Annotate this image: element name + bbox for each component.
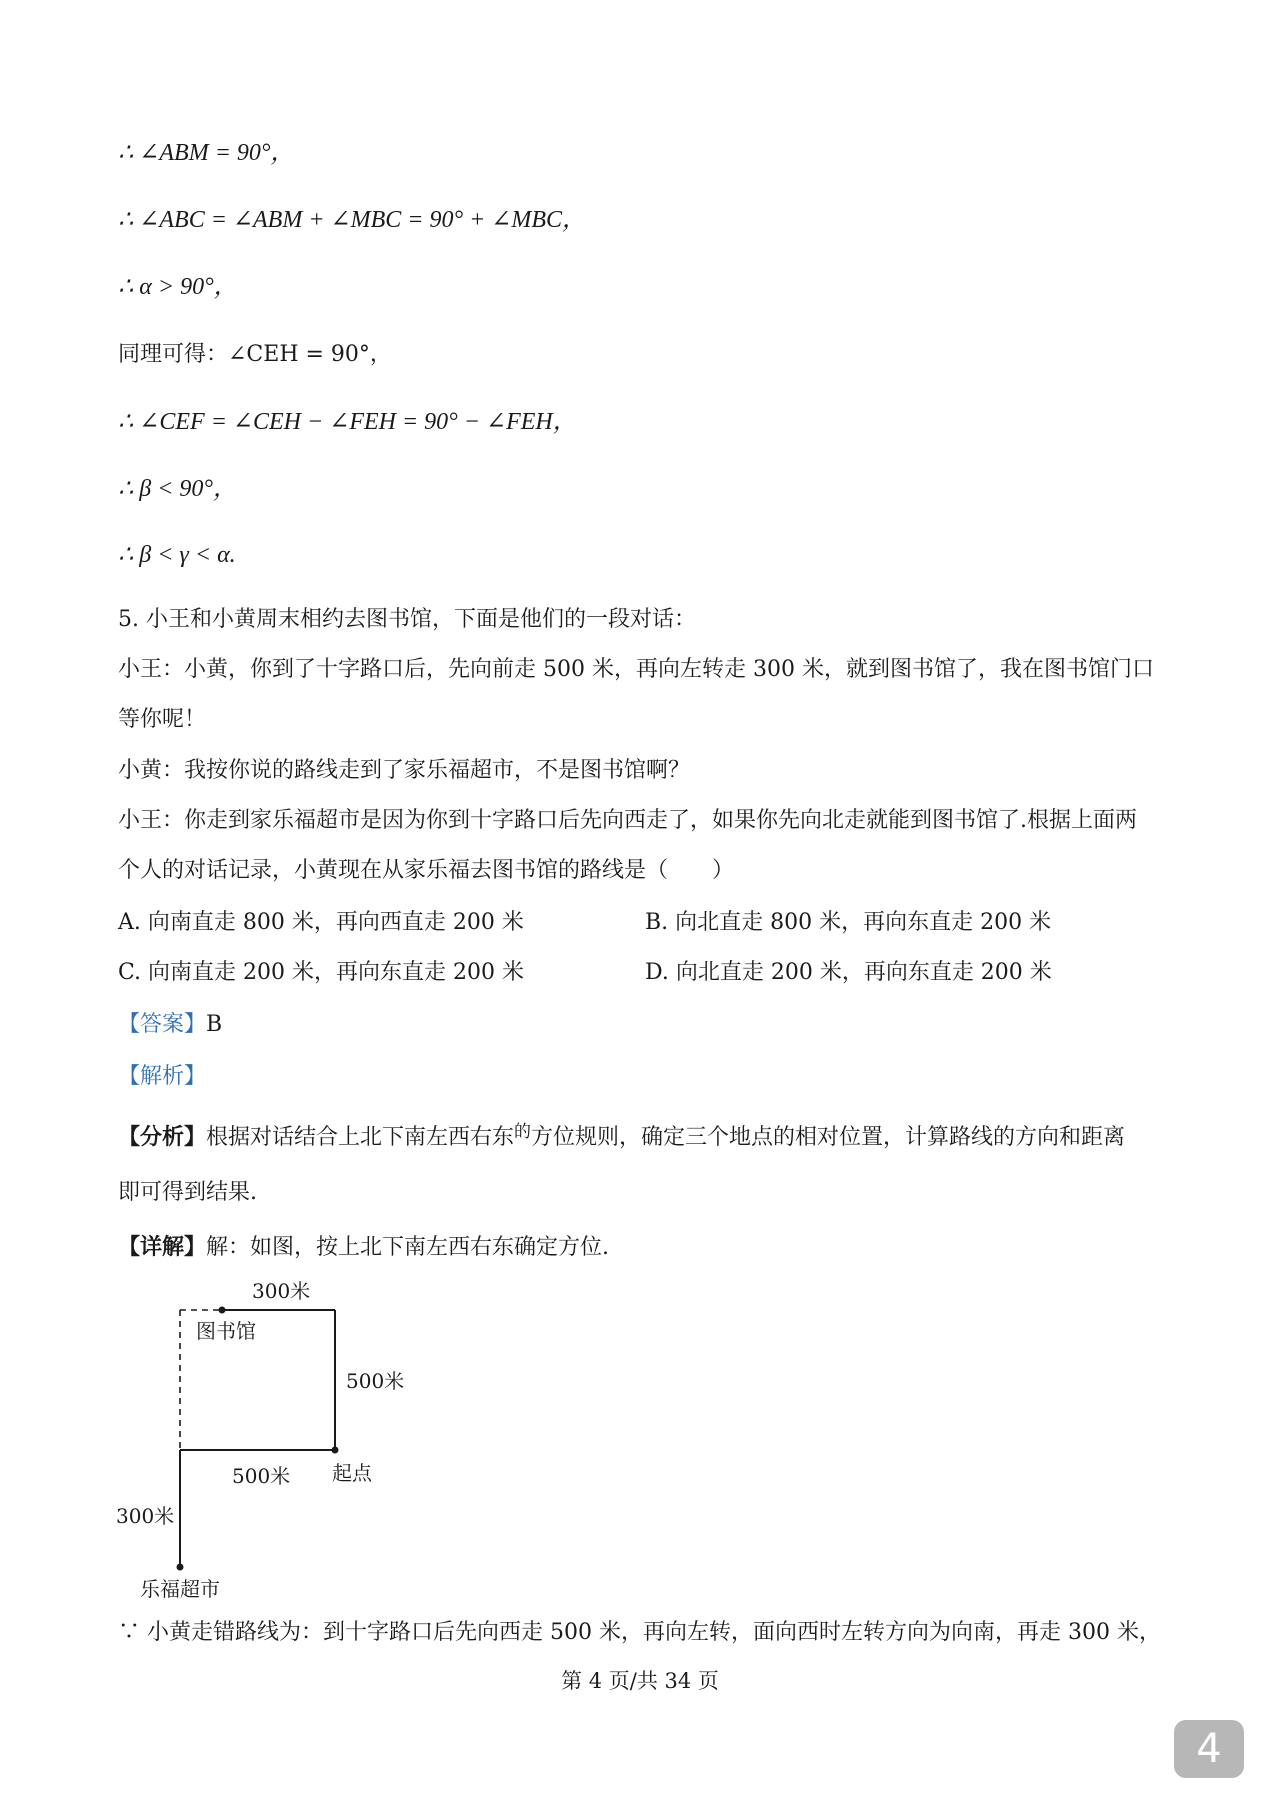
proof-line-4: 同理可得：∠CEH = 90°， [118,342,392,367]
proof-line-2: ∴ ∠ABC = ∠ABM + ∠MBC = 90° + ∠MBC， [118,207,587,233]
page-footer: 第 4 页/共 34 页 [561,1669,719,1693]
dialog-line-4: 小王：你走到家乐福超市是因为你到十字路口后先向西走了，如果你先向北走就能到图书馆了.根据上面两 [118,808,1137,833]
last-line: ∵ 小黄走错路线为：到十字路口后先向西走 500 米，再向左转，面向西时左转方向为向南，再走 300 米， [118,1620,1161,1645]
answer-label: 【答案】 [118,1012,207,1037]
route-diagram [100,1270,460,1600]
label-market: 乐福超市 [140,1577,220,1600]
proof-line-6: ∴ β < 90°， [118,476,238,502]
analysis-text-1: 根据对话结合上北下南左西右东 [206,1125,515,1150]
analysis-tag: 【分析】 [118,1124,207,1150]
detail-line [118,1232,609,1263]
label-300-left: 300米 [116,1504,175,1528]
dialog-line-1: 小王：小黄，你到了十字路口后，先向前走 500 米，再向左转走 300 米，就到图书馆了，我在图书馆门口 [118,657,1154,682]
analysis-line-2: 即可得到结果. [118,1180,257,1205]
option-c: C. 向南直走 200 米，再向东直走 200 米 [118,960,524,985]
proof-line-5: ∴ ∠CEF = ∠CEH − ∠FEH = 90° − ∠FEH， [118,409,577,435]
option-b: B. 向北直走 800 米，再向东直走 200 米 [645,910,1052,935]
analysis-text-de: 的 [514,1122,532,1142]
start-point [332,1447,339,1454]
answer-row [118,1010,222,1040]
question-stem: 5. 小王和小黄周末相约去图书馆，下面是他们的一段对话： [118,607,696,632]
label-500-right: 500米 [346,1369,405,1393]
label-start: 起点 [332,1461,372,1485]
option-d: D. 向北直走 200 米，再向东直走 200 米 [645,960,1052,985]
proof-line-3: ∴ α > 90°， [118,274,238,300]
detail-text: 解：如图，按上北下南左西右东确定方位. [206,1235,610,1260]
analysis-label: 【解析】 [118,1064,207,1089]
label-500-bottom: 500米 [232,1464,291,1488]
label-library: 图书馆 [196,1319,256,1343]
analysis-text-2: 方位规则，确定三个地点的相对位置，计算路线的方向和距离 [531,1125,1126,1150]
answer-value: B [206,1012,223,1037]
library-point [219,1307,226,1314]
proof-line-7: ∴ β < γ < α. [118,542,236,568]
dialog-line-3: 小黄：我按你说的路线走到了家乐福超市，不是图书馆啊？ [118,758,691,783]
market-point [177,1564,184,1571]
dialog-line-2: 等你呢！ [118,707,207,732]
detail-tag: 【详解】 [118,1234,207,1260]
label-300-top: 300米 [252,1279,311,1303]
dialog-line-5: 个人的对话记录，小黄现在从家乐福去图书馆的路线是（ ） [118,858,735,883]
page-number-badge[interactable]: 4 [1174,1720,1244,1778]
proof-line-1: ∴ ∠ABM = 90°， [118,140,295,166]
analysis-line-1 [118,1122,1125,1154]
option-a: A. 向南直走 800 米，再向西直走 200 米 [118,910,524,935]
